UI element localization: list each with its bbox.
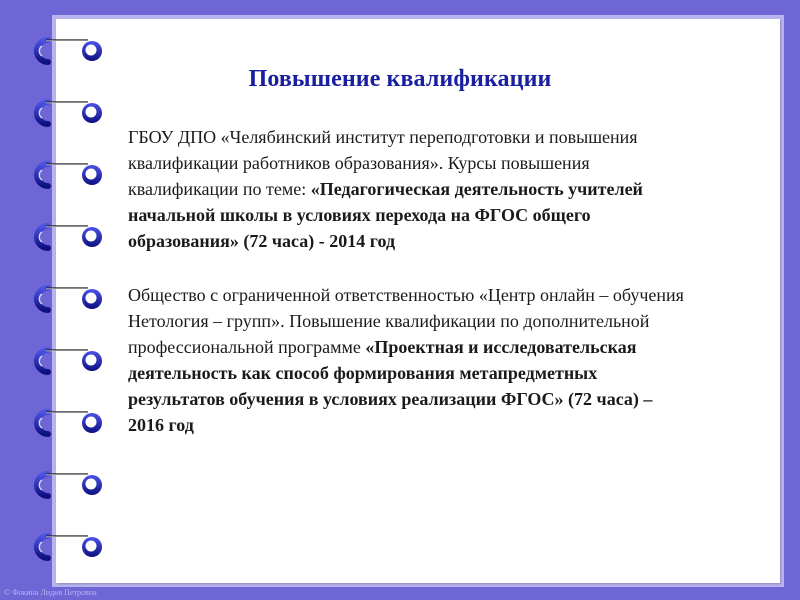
paragraph-1-intro: ГБОУ ДПО «Челябинский институт переподготовки и повышения квалификации работников образования». Курсы повышения квалификации по теме: — [128, 127, 638, 199]
paragraph-netology — [128, 282, 688, 438]
notebook-ring-icon — [30, 98, 104, 128]
paragraph-2-intro: Общество с ограниченной ответственностью «Центр онлайн – обучения Нетология – групп». Повышение квалификации по дополнительной профессиональной программе — [128, 285, 684, 357]
notebook-ring-icon — [30, 222, 104, 252]
notebook-ring-icon — [30, 160, 104, 190]
notebook-ring-icon — [30, 36, 104, 66]
paragraph-chippkro — [128, 124, 688, 254]
notebook-ring-icon — [30, 346, 104, 376]
notebook-ring-icon — [30, 470, 104, 500]
slide-title: Повышение квалификации — [248, 66, 552, 92]
notebook-ring-icon — [30, 532, 104, 562]
notebook-ring-icon — [30, 408, 104, 438]
slide-body — [128, 124, 688, 466]
copyright-notice: © Фокина Лидия Петровна — [4, 588, 97, 597]
notebook-ring-icon — [30, 284, 104, 314]
paragraph-2-course: «Проектная и исследовательская деятельность как способ формирования метапредметных результатов обучения в условиях реализации ФГОС» (72 часа) – 2016 год — [128, 337, 653, 435]
paragraph-1-course: «Педагогическая деятельность учителей начальной школы в условиях перехода на ФГОС общего образования» (72 часа) - 2014 год — [128, 179, 643, 251]
